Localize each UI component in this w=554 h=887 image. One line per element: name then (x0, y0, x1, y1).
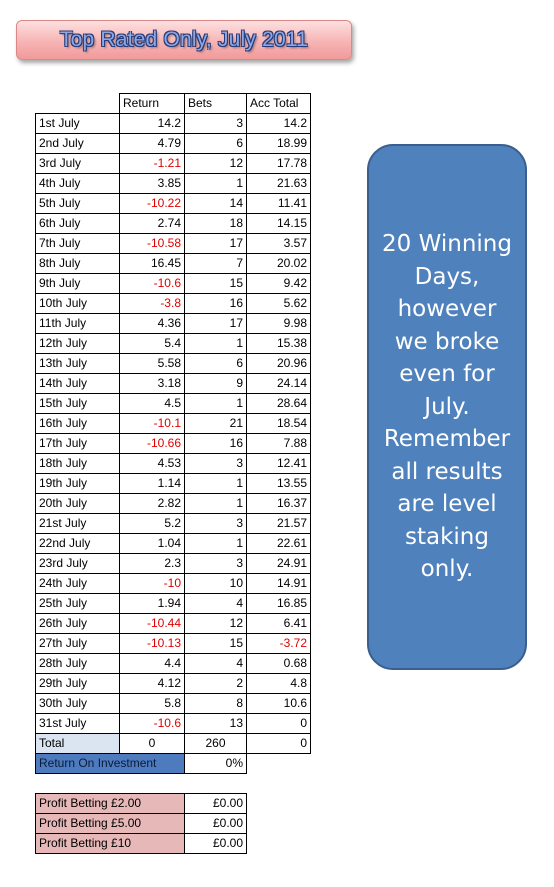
profit-row (36, 834, 311, 854)
roi-row (36, 754, 311, 774)
table-row (36, 614, 311, 634)
table-row (36, 394, 311, 414)
table-row (36, 354, 311, 374)
table-row (36, 574, 311, 594)
table-row (36, 234, 311, 254)
acc-total-cell: 12.41 (247, 454, 311, 474)
bets-cell: 16 (185, 294, 247, 314)
bets-cell: 13 (185, 714, 247, 734)
acc-total-cell: 24.14 (247, 374, 311, 394)
table-row (36, 374, 311, 394)
acc-total-cell: 15.38 (247, 334, 311, 354)
day-cell: 11th July (36, 314, 120, 334)
table-row (36, 554, 311, 574)
acc-total-cell: 14.2 (247, 114, 311, 134)
acc-total-cell: 24.91 (247, 554, 311, 574)
table-row (36, 174, 311, 194)
bets-cell: 7 (185, 254, 247, 274)
day-cell: 16th July (36, 414, 120, 434)
profit-value: £0.00 (185, 814, 247, 834)
acc-total-cell: 21.57 (247, 514, 311, 534)
table-row (36, 454, 311, 474)
acc-total-cell: 16.37 (247, 494, 311, 514)
header-return: Return (120, 94, 185, 114)
day-cell: 14th July (36, 374, 120, 394)
table-row (36, 474, 311, 494)
acc-total-cell: 21.63 (247, 174, 311, 194)
total-acc: 0 (247, 734, 311, 754)
bets-cell: 17 (185, 234, 247, 254)
day-cell: 23rd July (36, 554, 120, 574)
acc-total-cell: 0.68 (247, 654, 311, 674)
acc-total-cell: 0 (247, 714, 311, 734)
day-cell: 20th July (36, 494, 120, 514)
day-cell: 8th July (36, 254, 120, 274)
roi-label: Return On Investment (36, 754, 185, 774)
return-cell: -10.13 (120, 634, 185, 654)
bets-cell: 1 (185, 494, 247, 514)
day-cell: 18th July (36, 454, 120, 474)
day-cell: 6th July (36, 214, 120, 234)
spacer-cell (36, 774, 311, 794)
day-cell: 3rd July (36, 154, 120, 174)
table-row (36, 254, 311, 274)
day-cell: 9th July (36, 274, 120, 294)
return-cell: 5.8 (120, 694, 185, 714)
bets-cell: 1 (185, 174, 247, 194)
day-cell: 4th July (36, 174, 120, 194)
bets-cell: 18 (185, 214, 247, 234)
day-cell: 28th July (36, 654, 120, 674)
bets-cell: 4 (185, 654, 247, 674)
return-cell: 4.53 (120, 454, 185, 474)
bets-cell: 16 (185, 434, 247, 454)
acc-total-cell: 28.64 (247, 394, 311, 414)
bets-cell: 3 (185, 554, 247, 574)
acc-total-cell: 22.61 (247, 534, 311, 554)
profit-value: £0.00 (185, 794, 247, 814)
bets-cell: 15 (185, 274, 247, 294)
table-row (36, 594, 311, 614)
blank-cell (247, 814, 311, 834)
acc-total-cell: 6.41 (247, 614, 311, 634)
bets-cell: 17 (185, 314, 247, 334)
table-row (36, 694, 311, 714)
return-cell: 2.3 (120, 554, 185, 574)
table-row (36, 654, 311, 674)
day-cell: 7th July (36, 234, 120, 254)
table-row (36, 634, 311, 654)
bets-cell: 3 (185, 514, 247, 534)
return-cell: -3.8 (120, 294, 185, 314)
profit-row (36, 794, 311, 814)
table-row (36, 154, 311, 174)
return-cell: 4.4 (120, 654, 185, 674)
return-cell: 4.36 (120, 314, 185, 334)
day-cell: 25th July (36, 594, 120, 614)
return-cell: 14.2 (120, 114, 185, 134)
bets-cell: 1 (185, 474, 247, 494)
day-cell: 27th July (36, 634, 120, 654)
table-row (36, 494, 311, 514)
return-cell: -10.6 (120, 714, 185, 734)
profit-row (36, 814, 311, 834)
day-cell: 24th July (36, 574, 120, 594)
header-bets: Bets (185, 94, 247, 114)
return-cell: 4.5 (120, 394, 185, 414)
total-label: Total (36, 734, 120, 754)
acc-total-cell: 9.42 (247, 274, 311, 294)
acc-total-cell: 10.6 (247, 694, 311, 714)
bets-cell: 1 (185, 534, 247, 554)
profit-label: Profit Betting £2.00 (36, 794, 185, 814)
bets-cell: 6 (185, 134, 247, 154)
acc-total-cell: -3.72 (247, 634, 311, 654)
acc-total-cell: 18.54 (247, 414, 311, 434)
day-cell: 13th July (36, 354, 120, 374)
acc-total-cell: 4.8 (247, 674, 311, 694)
spacer-row (36, 774, 311, 794)
table-row (36, 294, 311, 314)
return-cell: 5.2 (120, 514, 185, 534)
table-row (36, 674, 311, 694)
bets-cell: 1 (185, 334, 247, 354)
header-blank-cell (36, 94, 120, 114)
bets-cell: 2 (185, 674, 247, 694)
day-cell: 22nd July (36, 534, 120, 554)
return-cell: 4.79 (120, 134, 185, 154)
callout-box (367, 144, 527, 670)
return-cell: -10.58 (120, 234, 185, 254)
return-cell: 1.04 (120, 534, 185, 554)
acc-total-cell: 14.91 (247, 574, 311, 594)
day-cell: 21st July (36, 514, 120, 534)
bets-cell: 12 (185, 614, 247, 634)
bets-cell: 3 (185, 454, 247, 474)
table-row (36, 114, 311, 134)
header-acc-total: Acc Total (247, 94, 311, 114)
return-cell: 5.4 (120, 334, 185, 354)
table-row (36, 534, 311, 554)
acc-total-cell: 17.78 (247, 154, 311, 174)
day-cell: 10th July (36, 294, 120, 314)
total-bets: 260 (185, 734, 247, 754)
table-row (36, 434, 311, 454)
bets-cell: 14 (185, 194, 247, 214)
return-cell: -10 (120, 574, 185, 594)
acc-total-cell: 3.57 (247, 234, 311, 254)
acc-total-cell: 20.96 (247, 354, 311, 374)
return-cell: 1.14 (120, 474, 185, 494)
acc-total-cell: 7.88 (247, 434, 311, 454)
results-table (35, 93, 311, 854)
callout-text: 20 Winning Days, however we broke even for July. Remember all results are level staking only. (382, 231, 512, 583)
return-cell: 3.85 (120, 174, 185, 194)
return-cell: 16.45 (120, 254, 185, 274)
return-cell: -10.66 (120, 434, 185, 454)
return-cell: 4.12 (120, 674, 185, 694)
bets-cell: 8 (185, 694, 247, 714)
bets-cell: 9 (185, 374, 247, 394)
acc-total-cell: 5.62 (247, 294, 311, 314)
return-cell: 2.82 (120, 494, 185, 514)
table-row (36, 334, 311, 354)
acc-total-cell: 20.02 (247, 254, 311, 274)
return-cell: -1.21 (120, 154, 185, 174)
day-cell: 1st July (36, 114, 120, 134)
return-cell: 2.74 (120, 214, 185, 234)
total-row (36, 734, 311, 754)
return-cell: -10.6 (120, 274, 185, 294)
bets-cell: 4 (185, 594, 247, 614)
table-row (36, 314, 311, 334)
table-row (36, 134, 311, 154)
acc-total-cell: 9.98 (247, 314, 311, 334)
day-cell: 12th July (36, 334, 120, 354)
header-row (36, 94, 311, 114)
day-cell: 26th July (36, 614, 120, 634)
return-cell: 1.94 (120, 594, 185, 614)
day-cell: 17th July (36, 434, 120, 454)
profit-label: Profit Betting £5.00 (36, 814, 185, 834)
return-cell: -10.22 (120, 194, 185, 214)
acc-total-cell: 11.41 (247, 194, 311, 214)
blank-cell (247, 754, 311, 774)
acc-total-cell: 18.99 (247, 134, 311, 154)
bets-cell: 12 (185, 154, 247, 174)
table-row (36, 414, 311, 434)
day-cell: 29th July (36, 674, 120, 694)
acc-total-cell: 16.85 (247, 594, 311, 614)
page-title: Top Rated Only, July 2011 (59, 28, 309, 51)
profit-value: £0.00 (185, 834, 247, 854)
bets-cell: 1 (185, 394, 247, 414)
title-banner (16, 20, 352, 60)
return-cell: -10.1 (120, 414, 185, 434)
blank-cell (247, 794, 311, 814)
return-cell: 5.58 (120, 354, 185, 374)
bets-cell: 21 (185, 414, 247, 434)
roi-value: 0% (185, 754, 247, 774)
bets-cell: 6 (185, 354, 247, 374)
day-cell: 15th July (36, 394, 120, 414)
table-row (36, 514, 311, 534)
return-cell: -10.44 (120, 614, 185, 634)
bets-cell: 10 (185, 574, 247, 594)
bets-cell: 15 (185, 634, 247, 654)
acc-total-cell: 13.55 (247, 474, 311, 494)
day-cell: 19th July (36, 474, 120, 494)
day-cell: 30th July (36, 694, 120, 714)
profit-label: Profit Betting £10 (36, 834, 185, 854)
acc-total-cell: 14.15 (247, 214, 311, 234)
day-cell: 2nd July (36, 134, 120, 154)
blank-cell (247, 834, 311, 854)
total-return: 0 (120, 734, 185, 754)
day-cell: 31st July (36, 714, 120, 734)
table-row (36, 214, 311, 234)
return-cell: 3.18 (120, 374, 185, 394)
table-row (36, 274, 311, 294)
bets-cell: 3 (185, 114, 247, 134)
table-row (36, 194, 311, 214)
table-row (36, 714, 311, 734)
day-cell: 5th July (36, 194, 120, 214)
